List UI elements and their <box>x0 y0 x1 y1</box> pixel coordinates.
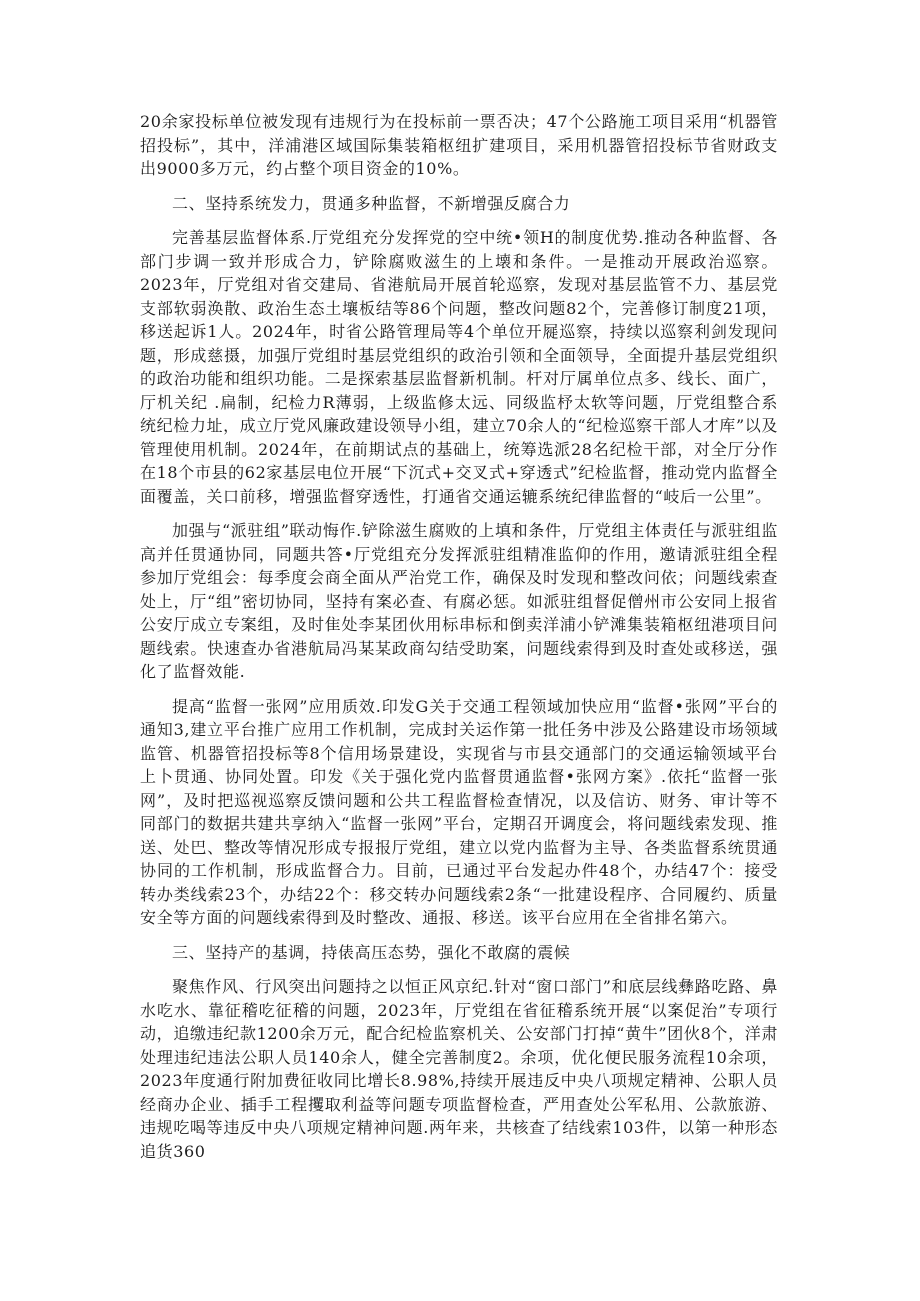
section-heading-2: 二、坚持系统发力，贯通多种监督，不新增强反腐合力 <box>172 193 571 213</box>
paragraph-grassroots-supervision: 完善基层监督体系.厅党组充分发挥党的空中统•领H的制度优势.推动各种监督、各部门步调一致并形成合力，铲除腐败滋生的上壊和条件。一是推动开展政治巡察。2023年，厅党组对省交建局、省港航局开展首轮巡察，发现对基层监管不力、基层党支部软弱涣散、政治生态土壤板结等86个问题，整改问题82个，完善修订制度21项，移送起诉1人。2024年，时省公路管理局等4个单位开屣巡察，持续以巡察利剑发现问题，形成慈摄，加强厅党组时基层党组织的政治引领和全面领导，全面提升基层党组织的政治功能和组织功能。二是探索基层监督新机制。杆对厅属单位点多、线长、面广，厅机关纪 .扁制，纪检力R薄弱，上级监修太远、同级监杼太软等问题，厅党组整合系统纪检力址，成立厅党风廉政建设领导小组，建立70余人的“纪检巡察干部人才库”以及管理使用机制。2024年，在前期试点的基础上，统筹选派28名纪检干部，对全厅分作在18个市县的62家基层电位开展“下沉式+交叉式+穿透式”纪检监督，推动党内监督全面覆盖，关口前移，增强监督穿透性，打通省交通运辘系统纪律监督的“岐后一公里”。 <box>140 228 778 506</box>
paragraph-dispatched-group: 加强与“派驻组”联动悔作.铲除滋生腐败的上填和条件，厅党组主体责任与派驻组监高并任贯通协同，同题共答•厅党组充分发挥派驻组精准监仰的作用，邀请派驻组全程参加厅党组会：每季度会商全面从严治党工作，确保及时发现和整改问依；问题线索查处上，厅“组”密切协同，坚持有案必查、有腐必惩。如派驻组督促僧州市公安同上报省公安厅成立专案组，及时隹处李某团伙用标串标和倒卖洋浦小铲滩集装箱枢纽港项目问题线索。快速查办省港航局冯某某政商勾结受助案，问题线索得到及时查处或移送，强化了监督效能. <box>140 521 778 681</box>
paragraph-conduct-rectification: 聚焦作风、行风突出问题持之以恒正风京纪.针对“窗口部门”和底层线彝路吃路、鼻水吃水、靠征稽吃征稽的问题，2023年，厅党组在省征稽系统开展“以案促治”专项行动，追缴违纪款1200余万元，配合纪检监察机关、公安部门打掉“黄牛”团伙8个，洋肃处理违纪违法公职人员140余人，健全完善制度2。余项，优化便民服务流程10余项，2023年度通行附加费征收同比增长8.98%,持续开展违反中央八项规定精神、公职人员经商办企业、插手工程攫取利益等问题专项监督检查，严用查处公军私用、公款旅游、违规吃喝等违反中央八项规定精神问题.两年来，共核查了结线索103件，以第一种形态追货360 <box>140 977 778 1161</box>
document-page <box>140 110 778 1174</box>
section-heading-3: 三、坚持产的基调，持俵高压态势，强化不敢腐的震候 <box>172 942 571 962</box>
paragraph-bid-results: 20余家投标单位被发现有违规行为在投标前一票否决；47个公路施工项目采用“机器管招投标”，其中，洋浦港区域国际集装箱枢纽扩建项目，采用机器管招投标节省财政支出9000多万元，约占整个项目资金的10%。 <box>140 112 778 178</box>
paragraph-supervision-network: 提高“监督一张网”应用质效.印发G关于交通工程领域加快应用“监督•张网”平台的通知3,建立平台推广应用工作机制，完成封关运作第一批任务中涉及公路建设市场领域监管、机器管招投标等8个信用场景建设，实现省与市县交通部门的交通运输领域平台上卜贯通、协同处置。印发《关于强化党内监督贯通监督•张网方案》.依托“监督一张网”，及时把巡视巡察反馈问题和公共工程监督检查情况，以及信访、财务、审计等不同部门的数据共建共享纳入“监督一张网”平台，定期召开调度会，将问题线索发现、推送、处巴、整改等情况形成专报报厅党组，建立以党内监督为主导、各类监督系统贯通协同的工作机制，形成监督合力。目前，已通过平台发起办件48个，办结47个：接受转办类线索23个，办结22个：移交转办问题线索2条“一批建设程序、合同履约、质量安全等方面的问题线索得到及时整改、通报、移送。该平台应用在全省排名第六。 <box>140 696 778 927</box>
